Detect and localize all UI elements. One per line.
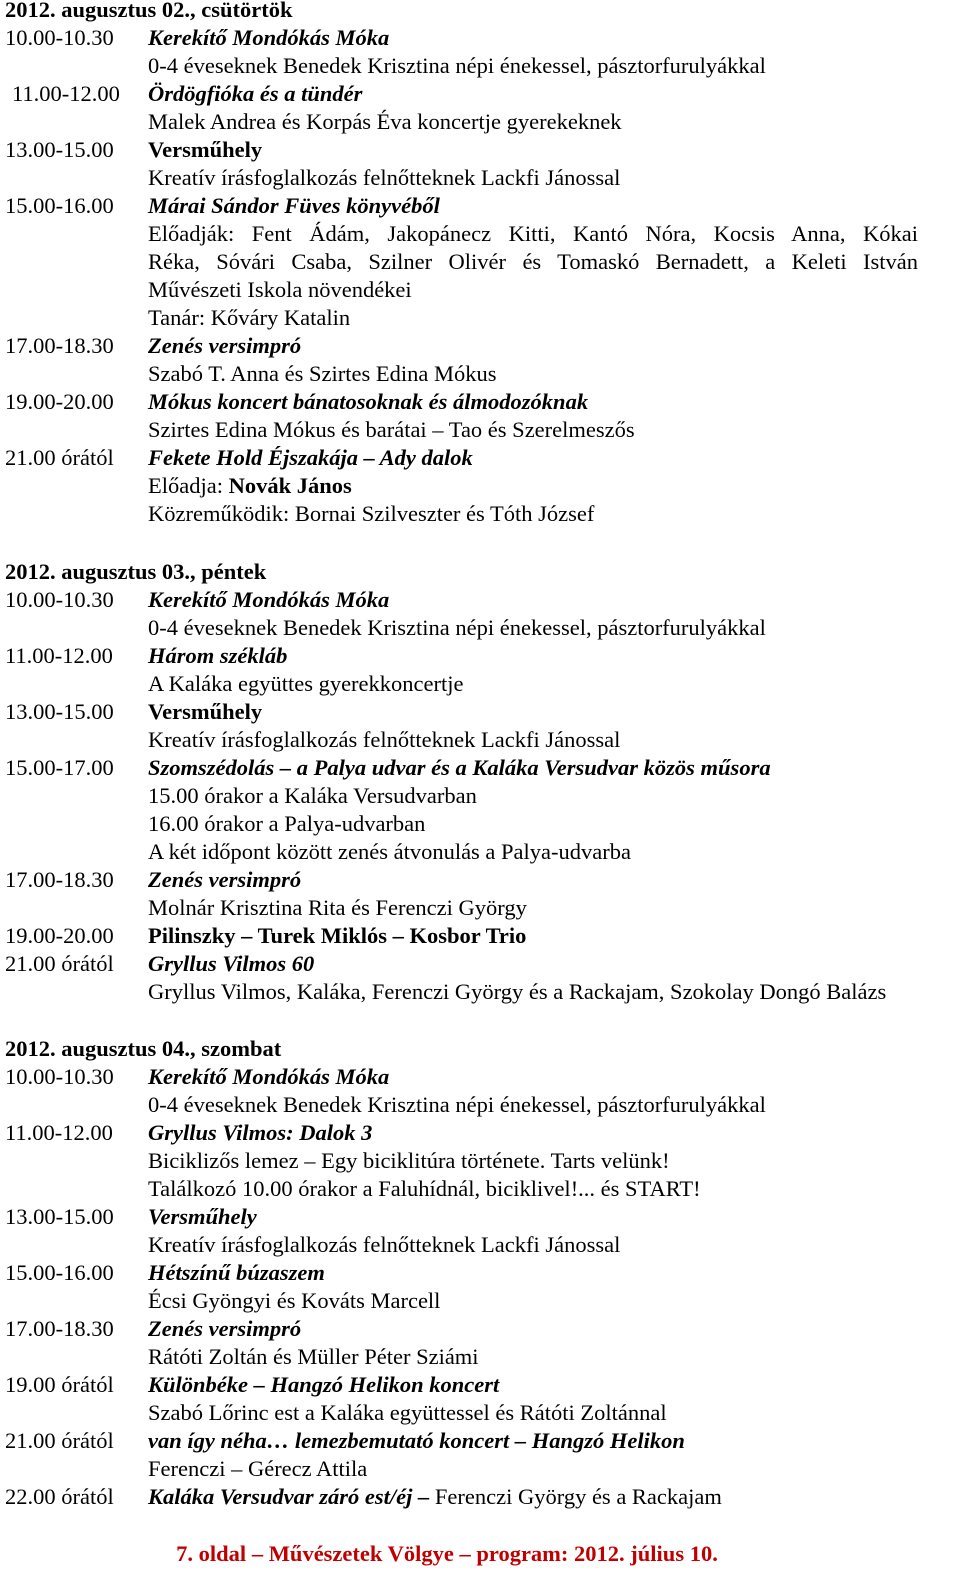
event-description: Szabó T. Anna és Szirtes Edina Mókus <box>148 361 497 386</box>
event-time: 10.00-10.30 <box>5 25 114 50</box>
event-description: Tanár: Kőváry Katalin <box>148 305 351 330</box>
event-description: Művészeti Iskola növendékei <box>148 277 412 302</box>
event-description: Gryllus Vilmos, Kaláka, Ferenczi György és a Rackajam, Szokolay Dongó Balázs <box>148 979 887 1004</box>
event-description: A két időpont között zenés átvonulás a Palya-udvarba <box>148 839 631 864</box>
event-detail <box>0 500 960 528</box>
event-description: Ferenczi – Gérecz Attila <box>148 1456 368 1481</box>
event-description: Szabó Lőrinc est a Kaláka együttessel és Rátóti Zoltánnal <box>148 1400 667 1425</box>
event-title-suffix: Ferenczi György és a Rackajam <box>429 1484 722 1509</box>
event-detail <box>0 1231 960 1259</box>
performer-name: Novák János <box>228 473 352 498</box>
event-time: 21.00 órától <box>5 951 114 976</box>
event-detail <box>0 670 960 698</box>
event-time: 22.00 órától <box>5 1484 114 1509</box>
event-title: Gryllus Vilmos 60 <box>148 951 315 976</box>
event-row <box>0 444 960 472</box>
event-title: Pilinszky – Turek Miklós – Kosbor Trio <box>148 923 527 948</box>
event-row <box>0 24 960 52</box>
event-row <box>0 1315 960 1343</box>
event-detail <box>0 1091 960 1119</box>
event-detail <box>0 1287 960 1315</box>
event-detail <box>0 1455 960 1483</box>
event-title: Hétszínű búzaszem <box>148 1260 325 1285</box>
day-date: 2012. augusztus 02. <box>5 0 191 22</box>
event-detail <box>0 248 960 276</box>
event-time: 13.00-15.00 <box>5 137 114 162</box>
event-detail <box>0 1399 960 1427</box>
event-detail <box>0 52 960 80</box>
event-description: Malek Andrea és Korpás Éva koncertje gyerekeknek <box>148 109 622 134</box>
event-description: 15.00 órakor a Kaláka Versudvarban <box>148 783 477 808</box>
day-weekday: , szombat <box>190 1036 282 1061</box>
event-description: Találkozó 10.00 órakor a Faluhídnál, biciklivel!... és START! <box>148 1176 701 1201</box>
day-weekday: , péntek <box>190 559 267 584</box>
event-detail <box>0 360 960 388</box>
event-description: 0-4 éveseknek Benedek Krisztina népi énekessel, pásztorfurulyákkal <box>148 615 766 640</box>
event-description: Kreatív írásfoglalkozás felnőtteknek Lackfi Jánossal <box>148 727 621 752</box>
event-time: 15.00-16.00 <box>5 1260 114 1285</box>
event-description: Közreműködik: Bornai Szilveszter és Tóth József <box>148 501 595 526</box>
event-title: Zenés versimpró <box>148 867 302 892</box>
event-time: 10.00-10.30 <box>5 587 114 612</box>
event-row <box>0 922 960 950</box>
event-description: Biciklizős lemez – Egy biciklitúra története. Tarts velünk! <box>148 1148 670 1173</box>
event-title: Mókus koncert bánatosoknak és álmodozóknak <box>148 389 589 414</box>
event-title: Versműhely <box>148 1204 257 1229</box>
event-description: Rátóti Zoltán és Müller Péter Sziámi <box>148 1344 479 1369</box>
event-time: 19.00-20.00 <box>5 923 114 948</box>
event-detail <box>0 1175 960 1203</box>
event-title: Fekete Hold Éjszakája – Ady dalok <box>148 445 473 470</box>
event-title: Márai Sándor Füves könyvéből <box>148 193 440 218</box>
page-footer <box>0 1540 960 1568</box>
event-time: 11.00-12.00 <box>5 643 113 668</box>
event-description: Szirtes Edina Mókus és barátai – Tao és Szerelmeszős <box>148 417 635 442</box>
day-header <box>5 1035 281 1063</box>
event-description: Réka, Sóvári Csaba, Szilner Olivér és Tomaskó Bernadett, a Keleti István <box>148 249 918 274</box>
event-description: 0-4 éveseknek Benedek Krisztina népi énekessel, pásztorfurulyákkal <box>148 1092 766 1117</box>
event-description: A Kaláka együttes gyerekkoncertje <box>148 671 464 696</box>
event-time: 15.00-16.00 <box>5 193 114 218</box>
event-detail <box>0 220 960 248</box>
event-row <box>0 1371 960 1399</box>
event-description: Molnár Krisztina Rita és Ferenczi György <box>148 895 527 920</box>
event-detail <box>0 276 960 304</box>
event-detail <box>0 164 960 192</box>
event-performer-line <box>148 472 352 500</box>
event-description: Előadják: Fent Ádám, Jakopánecz Kitti, Kantó Nóra, Kocsis Anna, Kókai <box>148 221 918 246</box>
event-time: 17.00-18.30 <box>5 333 114 358</box>
day-header <box>5 0 293 24</box>
event-row <box>0 1427 960 1455</box>
event-time: 19.00-20.00 <box>5 389 114 414</box>
event-description: Kreatív írásfoglalkozás felnőtteknek Lackfi Jánossal <box>148 1232 621 1257</box>
event-time: 19.00 órától <box>5 1372 114 1397</box>
event-detail <box>0 894 960 922</box>
event-detail <box>0 726 960 754</box>
event-title: van így néha… lemezbemutató koncert – Hangzó Helikon <box>148 1428 685 1453</box>
event-row <box>0 950 960 978</box>
event-row <box>0 1259 960 1287</box>
event-detail <box>0 782 960 810</box>
event-title: Zenés versimpró <box>148 333 302 358</box>
event-time: 13.00-15.00 <box>5 699 114 724</box>
event-detail <box>0 838 960 866</box>
event-detail <box>0 614 960 642</box>
event-title: Zenés versimpró <box>148 1316 302 1341</box>
event-description: Écsi Gyöngyi és Kováts Marcell <box>148 1288 441 1313</box>
event-time: 11.00-12.00 <box>5 1120 113 1145</box>
event-description: 16.00 órakor a Palya-udvarban <box>148 811 426 836</box>
event-row <box>0 1483 960 1511</box>
event-row <box>0 1203 960 1231</box>
event-row <box>0 642 960 670</box>
event-title-line <box>148 1483 722 1511</box>
event-description: Kreatív írásfoglalkozás felnőtteknek Lackfi Jánossal <box>148 165 621 190</box>
event-row <box>0 1063 960 1091</box>
event-title: Kerekítő Mondókás Móka <box>148 1064 390 1089</box>
event-time: 17.00-18.30 <box>5 1316 114 1341</box>
event-time: 13.00-15.00 <box>5 1204 114 1229</box>
event-detail <box>0 416 960 444</box>
event-detail <box>0 1147 960 1175</box>
event-time: 17.00-18.30 <box>5 867 114 892</box>
event-detail <box>0 1343 960 1371</box>
day-header <box>5 558 266 586</box>
event-detail <box>0 304 960 332</box>
event-row <box>0 388 960 416</box>
event-row <box>0 586 960 614</box>
day-date: 2012. augusztus 03. <box>5 559 191 584</box>
event-detail <box>0 810 960 838</box>
event-time: 10.00-10.30 <box>5 1064 114 1089</box>
event-title: Három székláb <box>148 643 288 668</box>
event-title: Versműhely <box>148 699 263 724</box>
event-description: 0-4 éveseknek Benedek Krisztina népi énekessel, pásztorfurulyákkal <box>148 53 766 78</box>
event-title: Kerekítő Mondókás Móka <box>148 25 390 50</box>
event-row <box>0 192 960 220</box>
event-title: Kerekítő Mondókás Móka <box>148 587 390 612</box>
day-weekday: , csütörtök <box>190 0 293 22</box>
event-row <box>0 136 960 164</box>
event-row <box>0 80 960 108</box>
event-row <box>0 1119 960 1147</box>
event-row <box>0 698 960 726</box>
event-time: 11.00-12.00 <box>12 81 120 106</box>
day-date: 2012. augusztus 04. <box>5 1036 191 1061</box>
event-time: 21.00 órától <box>5 445 114 470</box>
event-row <box>0 332 960 360</box>
event-time: 15.00-17.00 <box>5 755 114 780</box>
event-title: Különbéke – Hangzó Helikon koncert <box>148 1372 500 1397</box>
event-detail <box>0 108 960 136</box>
event-title: Szomszédolás – a Palya udvar és a Kaláka Versudvar közös műsora <box>148 755 771 780</box>
footer-text: 7. oldal – Művészetek Völgye – program: 2012. július 10. <box>176 1541 718 1566</box>
event-row <box>0 866 960 894</box>
event-row <box>0 754 960 782</box>
performer-label: Előadja: <box>148 473 229 498</box>
event-time: 21.00 órától <box>5 1428 114 1453</box>
event-title: Gryllus Vilmos: Dalok 3 <box>148 1120 373 1145</box>
event-title: Kaláka Versudvar záró est/éj – <box>148 1484 430 1509</box>
event-detail <box>0 472 960 500</box>
event-title: Ördögfióka és a tündér <box>148 81 363 106</box>
event-title: Versműhely <box>148 137 263 162</box>
event-detail <box>0 978 960 1006</box>
